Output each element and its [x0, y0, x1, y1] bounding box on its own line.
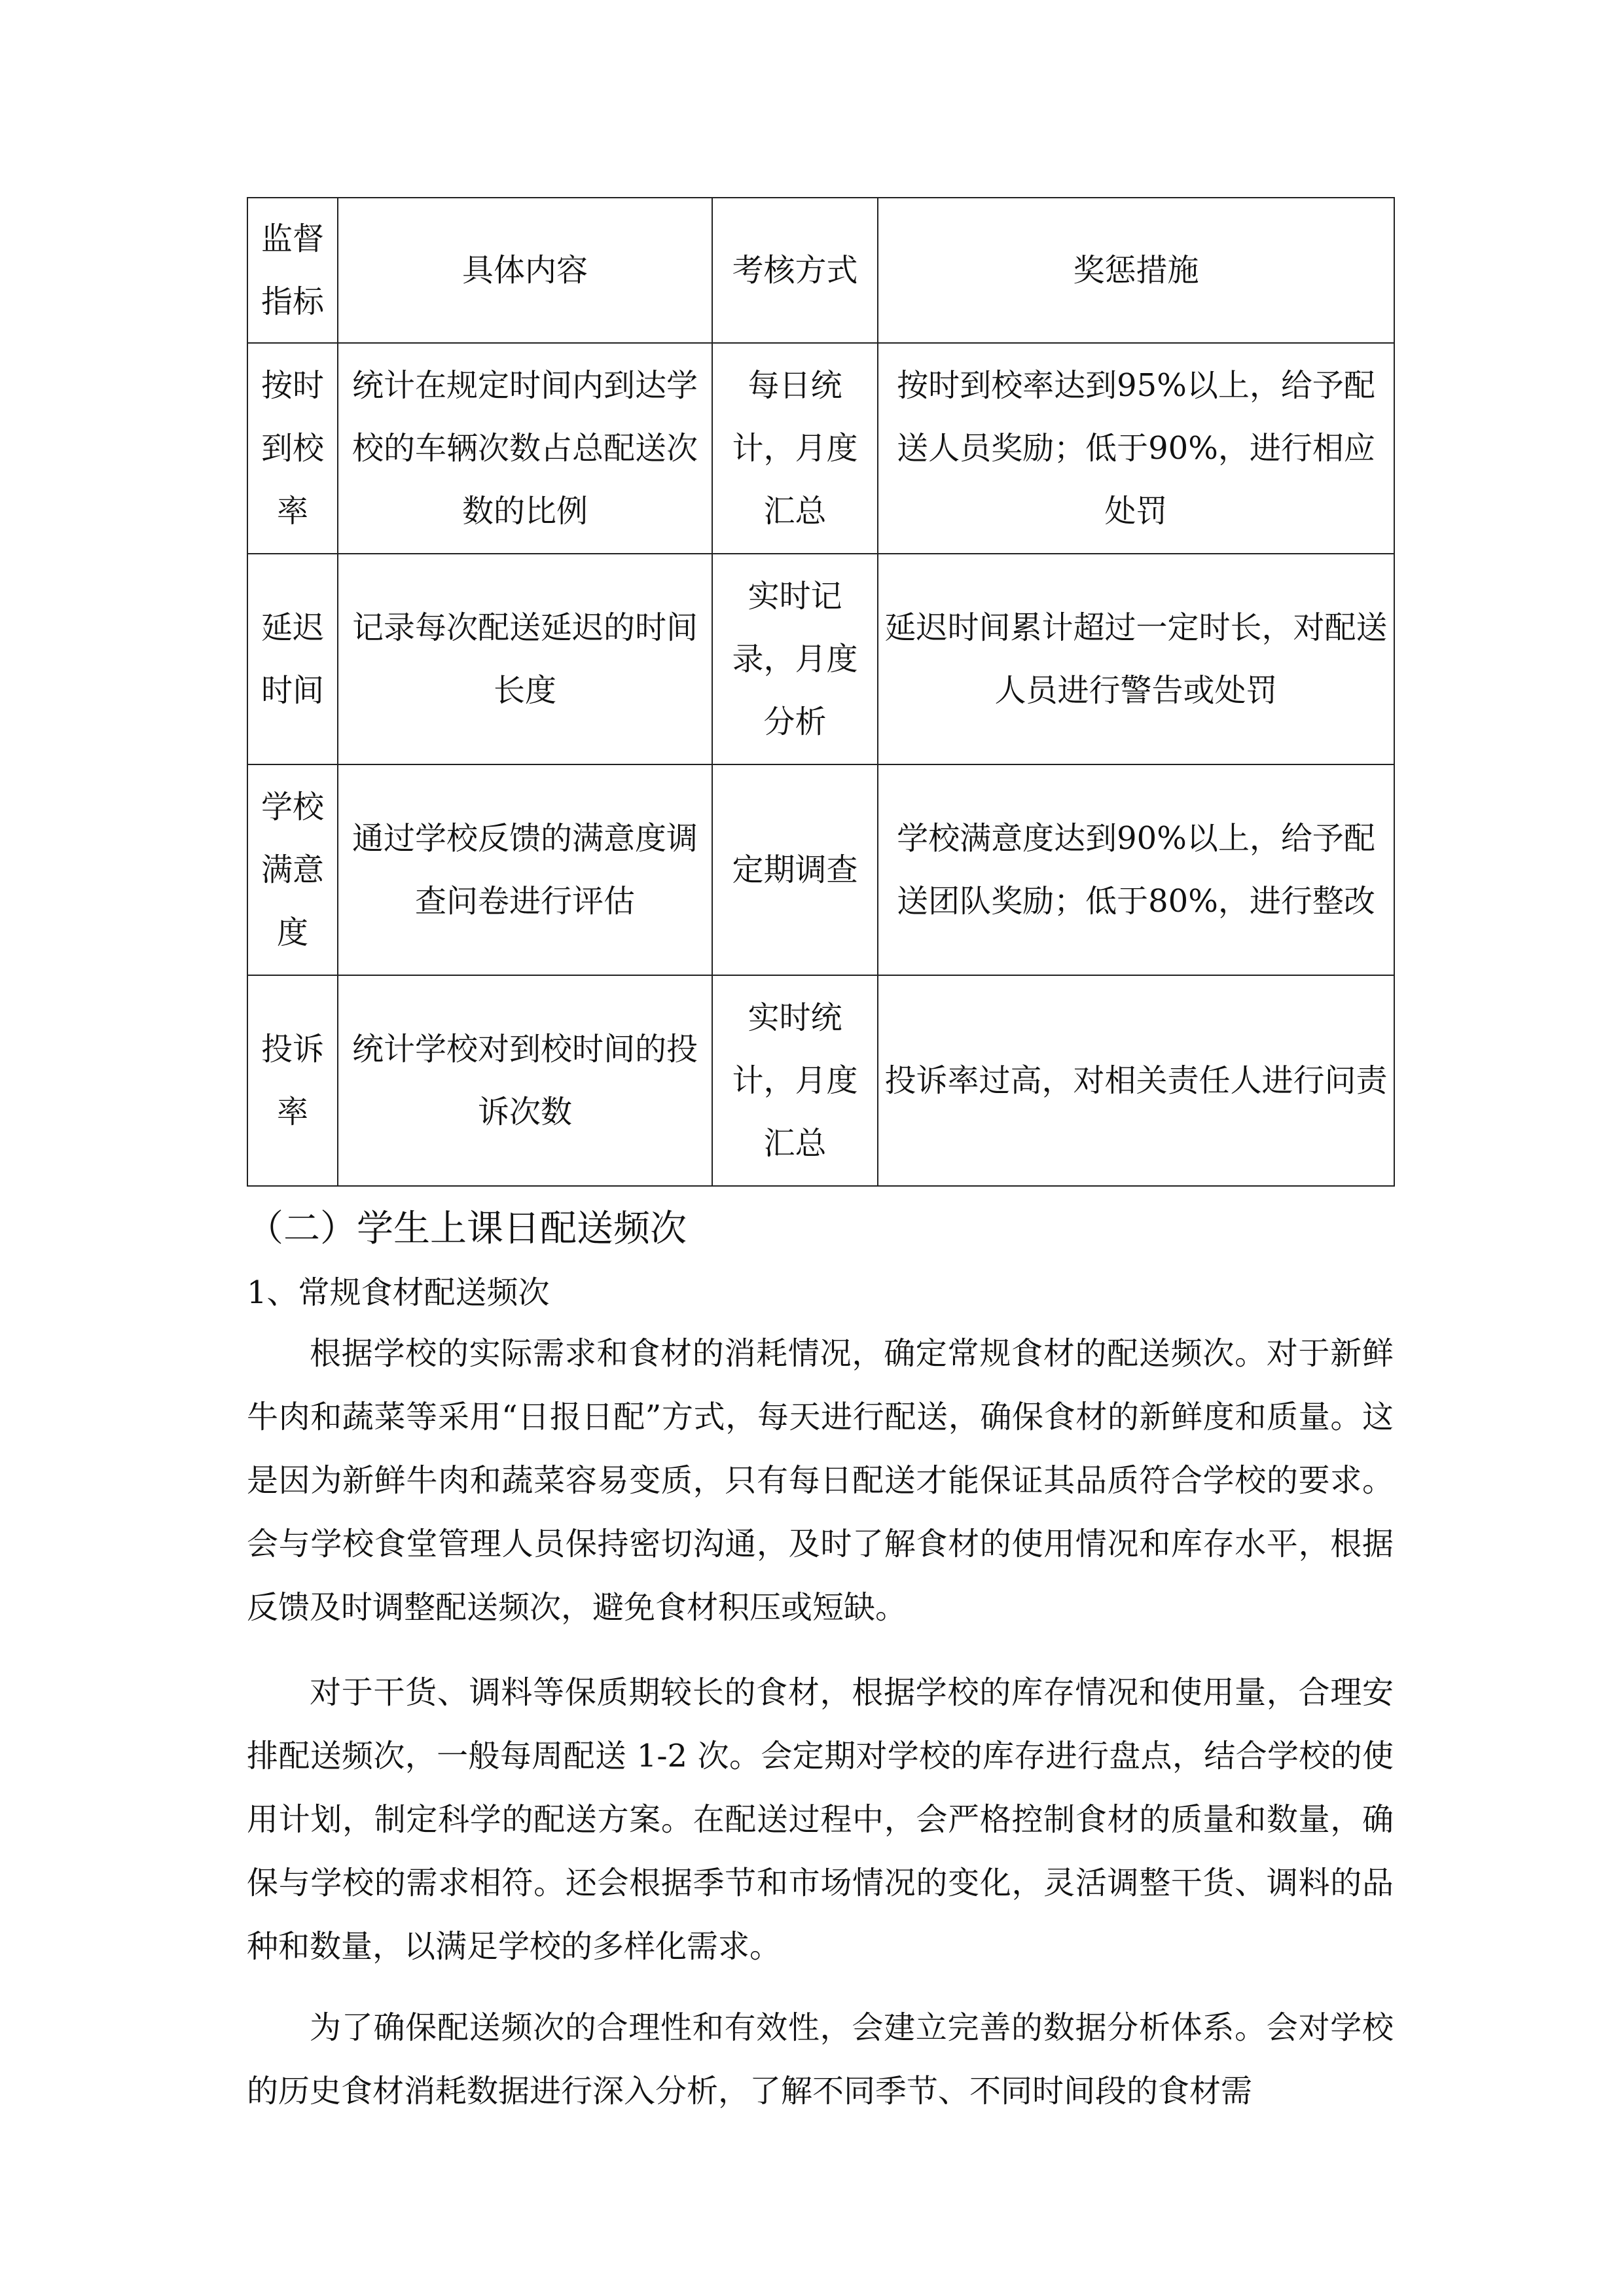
content-cell: 统计学校对到校时间的投诉次数 [338, 975, 712, 1186]
measure-cell: 学校满意度达到90%以上，给予配送团队奖励；低于80%，进行整改 [878, 764, 1394, 975]
table-header-row [247, 198, 1394, 343]
table-row [247, 554, 1394, 764]
method-cell: 实时统计，月度汇总 [712, 975, 878, 1186]
measure-cell: 投诉率过高，对相关责任人进行问责 [878, 975, 1394, 1186]
header-indicator: 监督指标 [247, 198, 338, 343]
measure-cell: 延迟时间累计超过一定时长，对配送人员进行警告或处罚 [878, 554, 1394, 764]
table-row [247, 343, 1394, 554]
paragraph: 为了确保配送频次的合理性和有效性，会建立完善的数据分析体系。会对学校的历史食材消耗数据进行深入分析，了解不同季节、不同时间段的食材需 [247, 2009, 1394, 2109]
subsection-title: 1、常规食材配送频次 [247, 1274, 550, 1311]
content-cell: 统计在规定时间内到达学校的车辆次数占总配送次数的比例 [338, 343, 712, 554]
header-measure: 奖惩措施 [878, 198, 1394, 343]
paragraph: 根据学校的实际需求和食材的消耗情况，确定常规食材的配送频次。对于新鲜牛肉和蔬菜等采用“日报日配”方式，每天进行配送，确保食材的新鲜度和质量。这是因为新鲜牛肉和蔬菜容易变质，只有每日配送才能保证其品质符合学校的要求。会与学校食堂管理人员保持密切沟通，及时了解食材的使用情况和库存水平，根据反馈及时调整配送频次，避免食材积压或短缺。 [247, 1335, 1394, 1626]
table-row [247, 975, 1394, 1186]
header-method: 考核方式 [712, 198, 878, 343]
method-cell: 定期调查 [712, 764, 878, 975]
indicator-cell: 按时到校率 [247, 343, 338, 554]
indicator-cell: 投诉率 [247, 975, 338, 1186]
measure-cell: 按时到校率达到95%以上，给予配送人员奖励；低于90%，进行相应处罚 [878, 343, 1394, 554]
section-title: （二）学生上课日配送频次 [247, 1208, 687, 1250]
paragraph: 对于干货、调料等保质期较长的食材，根据学校的库存情况和使用量，合理安排配送频次，一般每周配送 1-2 次。会定期对学校的库存进行盘点，结合学校的使用计划，制定科学的配送方案。在配送过程中，会严格控制食材的质量和数量，确保与学校的需求相符。还会根据季节和市场情况的变化，灵活调整干货、调料的品种和数量，以满足学校的多样化需求。 [247, 1674, 1394, 1965]
indicator-cell: 学校满意度 [247, 764, 338, 975]
table-row [247, 764, 1394, 975]
content-cell: 通过学校反馈的满意度调查问卷进行评估 [338, 764, 712, 975]
method-cell: 实时记录，月度分析 [712, 554, 878, 764]
method-cell: 每日统计，月度汇总 [712, 343, 878, 554]
indicator-cell: 延迟时间 [247, 554, 338, 764]
content-cell: 记录每次配送延迟的时间长度 [338, 554, 712, 764]
supervision-table [247, 197, 1395, 1187]
header-content: 具体内容 [338, 198, 712, 343]
